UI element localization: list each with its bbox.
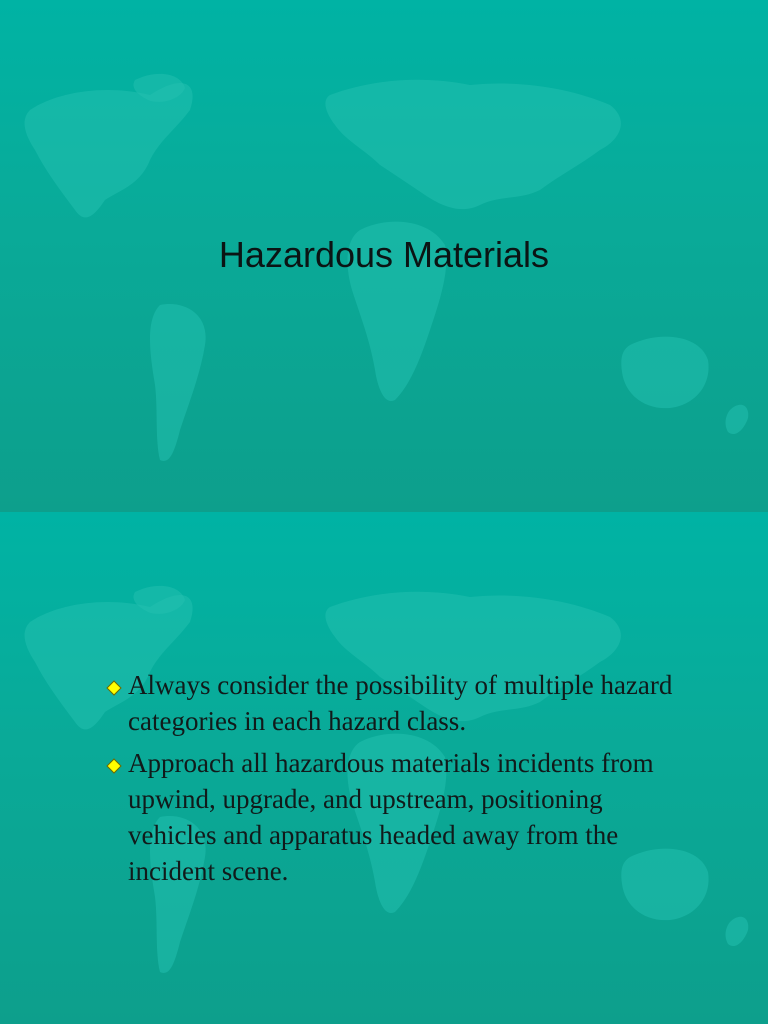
bullet-list [104,667,684,895]
bullet-text: Approach all hazardous materials incidents from upwind, upgrade, and upstream, positioning vehicles and apparatus headed away from the incident scene. [128,748,654,886]
slide-content [0,512,768,1024]
bullet-text: Always consider the possibility of multiple hazard categories in each hazard class. [128,670,673,736]
yellow-diamond-icon [106,758,122,774]
yellow-diamond-icon [106,680,122,696]
slide-title-text: Hazardous Materials [218,234,550,275]
bullet-item [104,745,684,889]
bullet-item [104,667,684,739]
